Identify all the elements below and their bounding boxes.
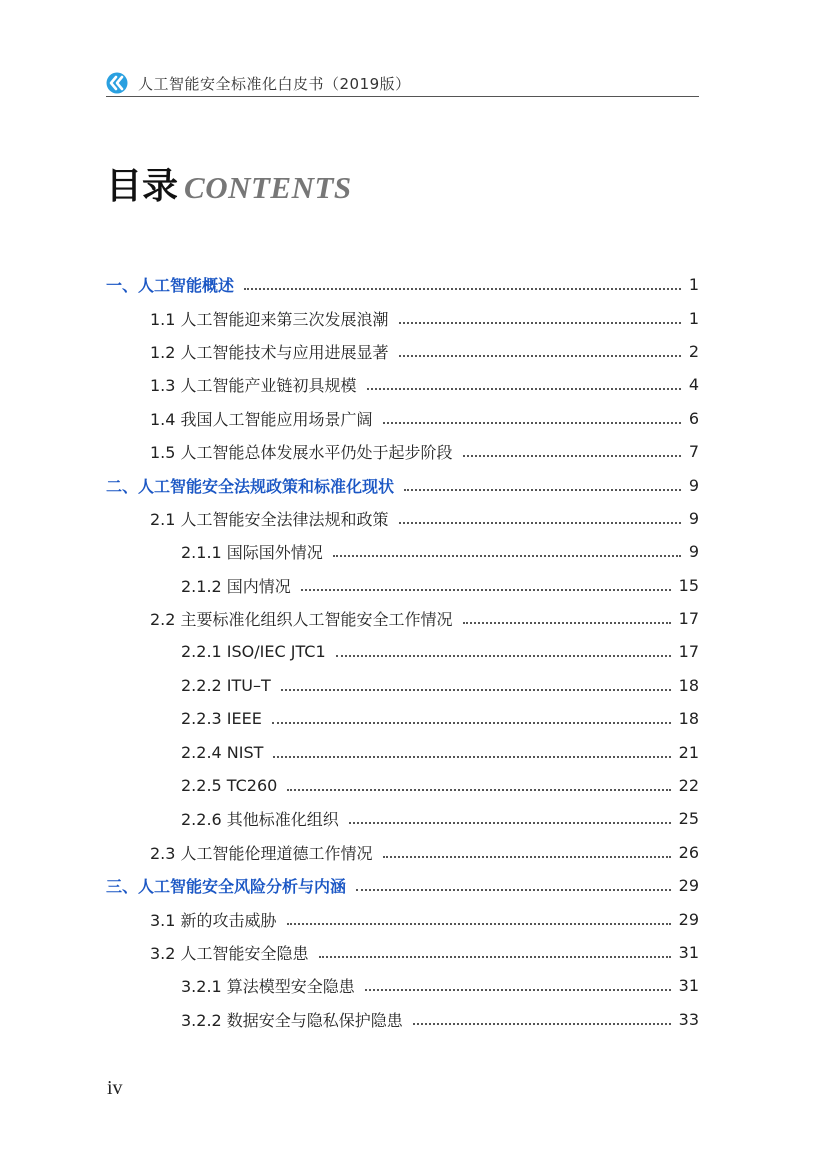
toc-entry-label: 1.4 我国人工智能应用场景广阔 — [150, 407, 379, 430]
title-cn: 目录 — [106, 165, 179, 207]
toc-entry-label: 2.1 人工智能安全法律法规和政策 — [150, 507, 395, 530]
toc-entry-page: 1 — [688, 308, 699, 328]
toc-entry[interactable] — [106, 502, 699, 535]
toc-entry-page: 29 — [678, 876, 699, 896]
toc-leader-dots — [413, 1022, 671, 1025]
toc-leader-dots — [463, 621, 671, 624]
toc-leader-dots — [272, 721, 671, 724]
toc-entry[interactable] — [106, 869, 699, 902]
toc-leader-dots — [399, 521, 681, 524]
toc-entry[interactable] — [106, 669, 699, 702]
toc-leader-dots — [333, 554, 681, 557]
toc-leader-dots — [404, 488, 681, 491]
toc-entry-label: 2.2.3 IEEE — [181, 709, 268, 728]
toc-entry[interactable] — [106, 635, 699, 668]
toc-entry-page: 9 — [688, 542, 699, 562]
toc-entry-label: 2.2.2 ITU–T — [181, 676, 277, 695]
toc-entry-page: 18 — [678, 675, 699, 695]
toc-entry[interactable] — [106, 836, 699, 869]
toc-entry[interactable] — [106, 368, 699, 401]
toc-leader-dots — [349, 821, 671, 824]
toc-entry[interactable] — [106, 402, 699, 435]
toc-leader-dots — [356, 888, 671, 891]
toc-entry-page: 22 — [678, 776, 699, 796]
toc-leader-dots — [281, 688, 671, 691]
toc-entry-page: 31 — [678, 943, 699, 962]
toc-leader-dots — [399, 321, 681, 324]
toc-entry-page: 17 — [678, 642, 699, 662]
toc-entry-page: 9 — [688, 508, 699, 528]
toc-entry-page: 7 — [688, 442, 699, 462]
toc-leader-dots — [383, 855, 671, 858]
toc-leader-dots — [301, 588, 671, 591]
toc-entry-label: 3.2.2 数据安全与隐私保护隐患 — [181, 1008, 409, 1031]
toc-entry-label: 2.2 主要标准化组织人工智能安全工作情况 — [150, 607, 459, 630]
toc-leader-dots — [463, 454, 681, 457]
toc-entry[interactable] — [106, 702, 699, 735]
toc-leader-dots — [287, 922, 671, 925]
toc-leader-dots — [399, 354, 681, 357]
toc-entry[interactable] — [106, 435, 699, 468]
running-header — [106, 70, 699, 97]
toc-entry-label: 三、人工智能安全风险分析与内涵 — [106, 874, 352, 897]
toc-entry-label: 1.5 人工智能总体发展水平仍处于起步阶段 — [150, 440, 459, 463]
toc-entry-page: 17 — [678, 609, 699, 629]
toc-entry-page: 29 — [678, 909, 699, 929]
toc-leader-dots — [367, 387, 681, 390]
toc-entry-page: 9 — [688, 475, 699, 495]
toc-entry[interactable] — [106, 569, 699, 602]
table-of-contents — [106, 268, 699, 1036]
toc-entry-label: 1.1 人工智能迎来第三次发展浪潮 — [150, 307, 395, 330]
toc-entry-label: 2.2.4 NIST — [181, 743, 269, 762]
toc-entry-label: 1.3 人工智能产业链初具规模 — [150, 373, 363, 396]
toc-leader-dots — [287, 788, 670, 791]
toc-entry-page: 6 — [688, 408, 699, 428]
toc-entry[interactable] — [106, 769, 699, 802]
toc-leader-dots — [365, 988, 671, 991]
toc-entry[interactable] — [106, 936, 699, 969]
page-number: iv — [107, 1077, 123, 1099]
toc-entry[interactable] — [106, 735, 699, 768]
toc-entry-label: 二、人工智能安全法规政策和标准化现状 — [106, 474, 400, 497]
toc-entry[interactable] — [106, 335, 699, 368]
toc-entry-page: 25 — [678, 809, 699, 829]
title-en: CONTENTS — [184, 170, 352, 205]
toc-entry-label: 2.3 人工智能伦理道德工作情况 — [150, 841, 379, 864]
toc-entry-page: 15 — [678, 575, 699, 595]
toc-entry[interactable] — [106, 902, 699, 935]
toc-entry[interactable] — [106, 969, 699, 1002]
toc-leader-dots — [383, 421, 681, 424]
toc-entry-label: 2.2.6 其他标准化组织 — [181, 807, 345, 830]
toc-leader-dots — [336, 654, 671, 657]
toc-entry-label: 2.2.5 TC260 — [181, 776, 283, 795]
toc-entry[interactable] — [106, 268, 699, 301]
toc-entry-label: 2.1.1 国际国外情况 — [181, 540, 329, 563]
toc-entry-label: 1.2 人工智能技术与应用进展显著 — [150, 340, 395, 363]
toc-entry[interactable] — [106, 301, 699, 334]
toc-leader-dots — [273, 755, 670, 758]
toc-entry[interactable] — [106, 1003, 699, 1036]
toc-entry[interactable] — [106, 535, 699, 568]
toc-entry[interactable] — [106, 468, 699, 501]
toc-leader-dots — [319, 955, 671, 958]
toc-entry-page: 2 — [688, 341, 699, 361]
toc-entry-page: 26 — [678, 842, 699, 862]
toc-entry-label: 2.2.1 ISO/IEC JTC1 — [181, 642, 332, 661]
toc-entry[interactable] — [106, 802, 699, 835]
toc-entry-label: 2.1.2 国内情况 — [181, 574, 297, 597]
toc-entry-page: 33 — [678, 1009, 699, 1029]
toc-entry-page: 1 — [688, 275, 699, 295]
toc-entry-label: 3.1 新的攻击威胁 — [150, 908, 283, 931]
toc-entry-page: 4 — [688, 375, 699, 395]
toc-entry-page: 31 — [678, 976, 699, 996]
toc-entry[interactable] — [106, 602, 699, 635]
toc-leader-dots — [244, 287, 681, 290]
toc-entry-label: 3.2.1 算法模型安全隐患 — [181, 974, 361, 997]
toc-entry-label: 3.2 人工智能安全隐患 — [150, 941, 315, 964]
toc-entry-page: 21 — [678, 742, 699, 762]
page-title — [106, 158, 352, 209]
toc-entry-label: 一、人工智能概述 — [106, 273, 240, 296]
toc-entry-page: 18 — [678, 709, 699, 729]
double-chevron-left-icon — [106, 72, 128, 94]
header-title: 人工智能安全标准化白皮书（2019版） — [138, 75, 411, 93]
